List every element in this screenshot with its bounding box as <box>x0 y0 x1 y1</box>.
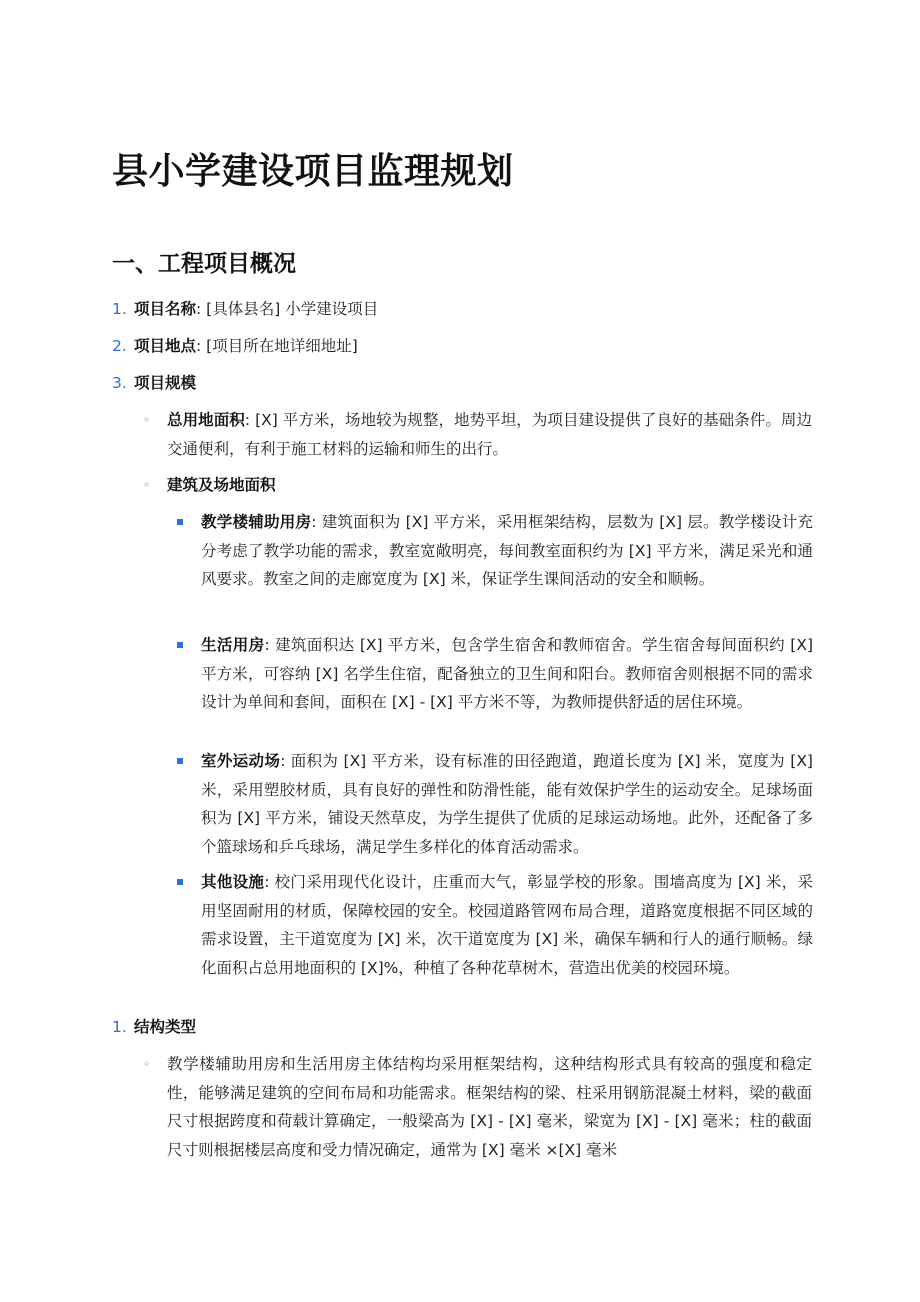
subitem-sports-field <box>201 747 813 861</box>
subitem-other-facilities <box>201 868 813 982</box>
item-label: 室外运动场 <box>201 752 281 770</box>
subitem-paragraph <box>201 868 813 982</box>
item-label: 生活用房 <box>201 636 265 654</box>
list-number: 3. <box>112 374 127 392</box>
item-separator: : <box>311 513 322 531</box>
item-value: 校门采用现代化设计，庄重而大气，彰显学校的形象。围墙高度为 [X] 米，采用坚固耐用的材质，保障校园的安全。校园道路管网布局合理，道路宽度根据不同区域的需求设置，主干道宽度为 [X] 米，次干道宽度为 [X] 米，确保车辆和行人的通行顺畅。绿化面积占总用地面积的 [X]%，种植了各种花草树木，营造出优美的校园环境。 <box>201 873 813 977</box>
subitem-living-building <box>201 631 813 717</box>
item-value: [项目所在地详细地址] <box>206 337 358 355</box>
land-area-paragraph <box>167 406 812 463</box>
item-label: 总用地面积 <box>167 411 245 429</box>
list-number: 1. <box>112 1018 127 1036</box>
square-bullet-icon <box>177 642 183 648</box>
item-label: 项目规模 <box>134 374 197 392</box>
subitem-paragraph <box>201 747 813 861</box>
item-separator: : <box>196 300 207 318</box>
item-label: 其他设施 <box>201 873 265 891</box>
circle-outline-bullet-icon: ◦ <box>143 478 151 492</box>
list-item-structure-description <box>167 1050 812 1164</box>
item-label: 项目名称 <box>134 300 197 318</box>
item-value: 建筑面积为 [X] 平方米，采用框架结构，层数为 [X] 层。教学楼设计充分考虑了教学功能的需求，教室宽敞明亮，每间教室面积约为 [X] 平方米，满足采光和通风要求。教室之间的走廊宽度为 [X] 米，保证学生课间活动的安全和顺畅。 <box>201 513 813 588</box>
item-separator: : <box>264 873 275 891</box>
item-label: 建筑及场地面积 <box>167 476 276 494</box>
section-heading: 一、工程项目概况 <box>112 251 296 277</box>
subitem-paragraph <box>201 508 813 594</box>
list-number: 2. <box>112 337 127 355</box>
item-label: 项目地点 <box>134 337 197 355</box>
square-bullet-icon <box>177 758 183 764</box>
circle-outline-bullet-icon: ◦ <box>143 413 151 427</box>
item-value: 面积为 [X] 平方米，设有标准的田径跑道，跑道长度为 [X] 米，宽度为 [X] 米，采用塑胶材质，具有良好的弹性和防滑性能，能有效保护学生的运动安全。足球场面积为 [X] 平方米，铺设天然草皮，为学生提供了优质的足球运动场地。此外，还配备了多个篮球场和乒乓球场，满足学生多样化的体育活动需求。 <box>201 752 813 856</box>
item-separator: : <box>264 636 276 654</box>
list-item-project-name <box>134 295 814 324</box>
item-separator: : <box>244 411 256 429</box>
subitem-teaching-building <box>201 508 813 594</box>
item-value: 建筑面积达 [X] 平方米，包含学生宿舍和教师宿舍。学生宿舍每间面积约 [X] 平方米，可容纳 [X] 名学生住宿，配备独立的卫生间和阳台。教师宿舍则根据不同的需求设计为单间和套间，面积在 [X] - [X] 平方米不等，为教师提供舒适的居住环境。 <box>201 636 813 711</box>
list-item-project-scale <box>134 369 814 398</box>
item-separator: : <box>280 752 291 770</box>
list-item-project-location <box>134 332 814 361</box>
circle-outline-bullet-icon: ◦ <box>143 1057 151 1071</box>
subitem-paragraph <box>201 631 813 717</box>
list-item-structure-type <box>134 1013 814 1042</box>
item-separator: : <box>196 337 207 355</box>
square-bullet-icon <box>177 879 183 885</box>
item-value: [具体县名] 小学建设项目 <box>206 300 379 318</box>
list-item-land-area <box>167 406 812 463</box>
list-item-building-area <box>167 471 812 500</box>
item-label: 结构类型 <box>134 1018 197 1036</box>
square-bullet-icon <box>177 519 183 525</box>
list-number: 1. <box>112 300 127 318</box>
item-value: [X] 平方米，场地较为规整，地势平坦，为项目建设提供了良好的基础条件。周边交通便利，有利于施工材料的运输和师生的出行。 <box>167 411 812 458</box>
structure-paragraph: 教学楼辅助用房和生活用房主体结构均采用框架结构，这种结构形式具有较高的强度和稳定性，能够满足建筑的空间布局和功能需求。框架结构的梁、柱采用钢筋混凝土材料，梁的截面尺寸根据跨度和荷载计算确定，一般梁高为 [X] - [X] 毫米，梁宽为 [X] - [X] 毫米；柱的截面尺寸则根据楼层高度和受力情况确定，通常为 [X] 毫米 ×[X] 毫米 <box>167 1055 812 1159</box>
item-label: 教学楼辅助用房 <box>201 513 312 531</box>
page-title: 县小学建设项目监理规划 <box>112 151 514 192</box>
